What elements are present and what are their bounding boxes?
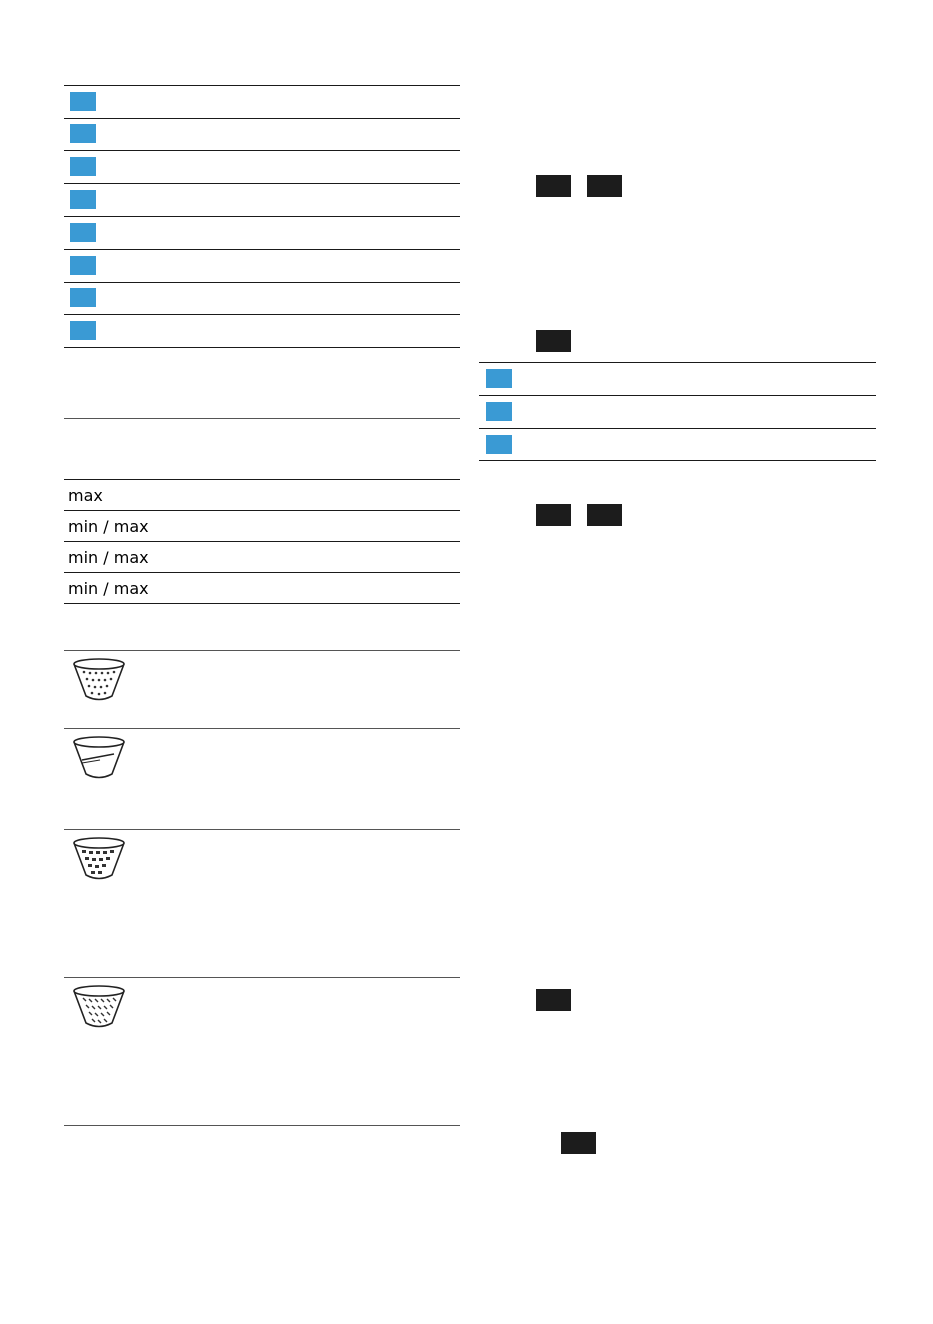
step-badge (536, 330, 571, 352)
table-rule (64, 418, 460, 419)
table-rule (64, 183, 460, 184)
grating-disc-coarse-icon (70, 835, 128, 883)
part-marker (70, 288, 96, 307)
step-badge (587, 175, 622, 197)
table-rule (64, 314, 460, 315)
table-rule (64, 118, 460, 119)
part-marker (486, 369, 512, 388)
step-badge (536, 989, 571, 1011)
speed-label: min / max (68, 548, 149, 567)
part-marker (70, 190, 96, 209)
table-rule (479, 395, 876, 396)
table-rule (479, 460, 876, 461)
part-marker (70, 92, 96, 111)
step-badge (587, 504, 622, 526)
table-rule (64, 282, 460, 283)
step-badge (561, 1132, 596, 1154)
step-badge (536, 504, 571, 526)
table-rule (64, 572, 460, 573)
table-rule (64, 650, 460, 651)
table-rule (479, 428, 876, 429)
speed-label: min / max (68, 517, 149, 536)
slicing-disc-icon (70, 734, 128, 782)
part-marker (70, 124, 96, 143)
table-rule (64, 216, 460, 217)
part-marker (70, 157, 96, 176)
speed-label: max (68, 486, 103, 505)
table-rule (479, 362, 876, 363)
grating-disc-fine-icon (70, 656, 128, 704)
part-marker (70, 256, 96, 275)
speed-label: min / max (68, 579, 149, 598)
table-rule (64, 541, 460, 542)
table-rule (64, 249, 460, 250)
table-rule (64, 347, 460, 348)
part-marker (70, 223, 96, 242)
table-rule (64, 603, 460, 604)
part-marker (486, 402, 512, 421)
grating-disc-medium-icon (70, 983, 128, 1031)
table-rule (64, 728, 460, 729)
step-badge (536, 175, 571, 197)
table-rule (64, 479, 460, 480)
table-rule (64, 85, 460, 86)
table-rule (64, 829, 460, 830)
table-rule (64, 510, 460, 511)
table-rule (64, 150, 460, 151)
table-rule (64, 977, 460, 978)
part-marker (70, 321, 96, 340)
part-marker (486, 435, 512, 454)
table-rule (64, 1125, 460, 1126)
